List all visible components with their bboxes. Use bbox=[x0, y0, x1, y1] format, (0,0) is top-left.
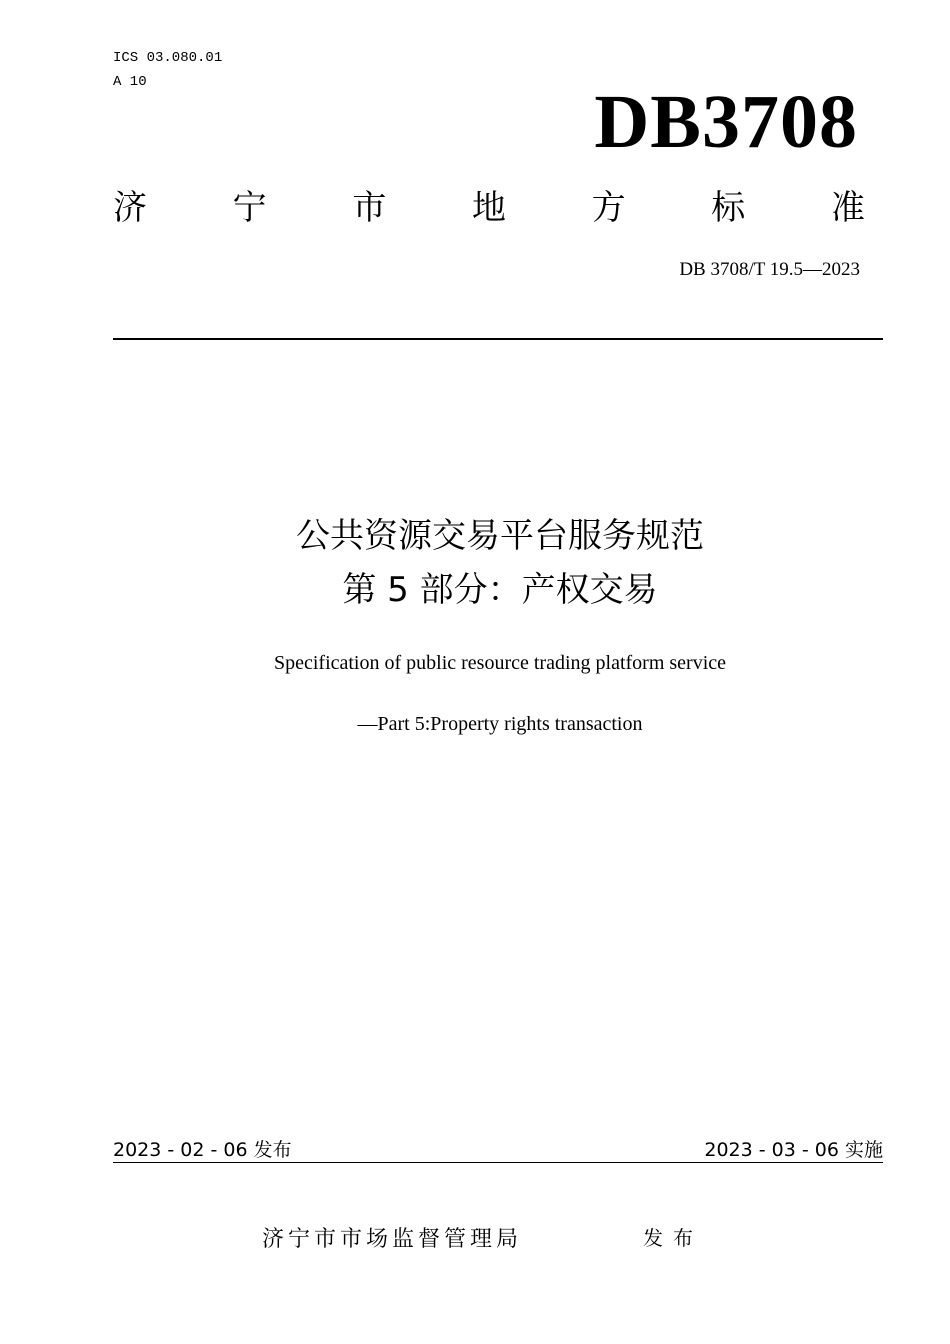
title-english-main: Specification of public resource trading platform service bbox=[273, 652, 727, 674]
classification-code: A 10 bbox=[113, 74, 147, 90]
issue-date: 2023 - 02 - 06 发布 bbox=[113, 1139, 292, 1161]
ics-code: ICS 03.080.01 bbox=[113, 50, 223, 66]
footer-divider bbox=[113, 1162, 883, 1163]
standard-type-char: 济 bbox=[113, 188, 147, 228]
standard-type-char: 准 bbox=[830, 188, 865, 228]
title-chinese-main: 公共资源交易平台服务规范 bbox=[296, 516, 704, 556]
title-english-part: —Part 5:Property rights transaction bbox=[357, 713, 643, 735]
standard-type-char: 市 bbox=[352, 188, 387, 228]
issue-label: 发布 bbox=[643, 1226, 703, 1250]
standard-type-char: 地 bbox=[471, 188, 506, 228]
standard-type bbox=[113, 186, 865, 230]
title-chinese-part: 第 5 部分：产权交易 bbox=[342, 570, 658, 610]
header-divider bbox=[113, 338, 883, 340]
issuing-authority: 济宁市市场监督管理局 bbox=[262, 1227, 523, 1252]
implementation-date: 2023 - 03 - 06 实施 bbox=[704, 1139, 883, 1161]
standard-type-char: 宁 bbox=[232, 188, 267, 228]
standard-number: DB 3708/T 19.5—2023 bbox=[679, 259, 860, 280]
standard-type-char: 标 bbox=[711, 188, 746, 228]
standard-type-char: 方 bbox=[591, 188, 626, 228]
standard-code-logo: DB3708 bbox=[594, 80, 858, 164]
